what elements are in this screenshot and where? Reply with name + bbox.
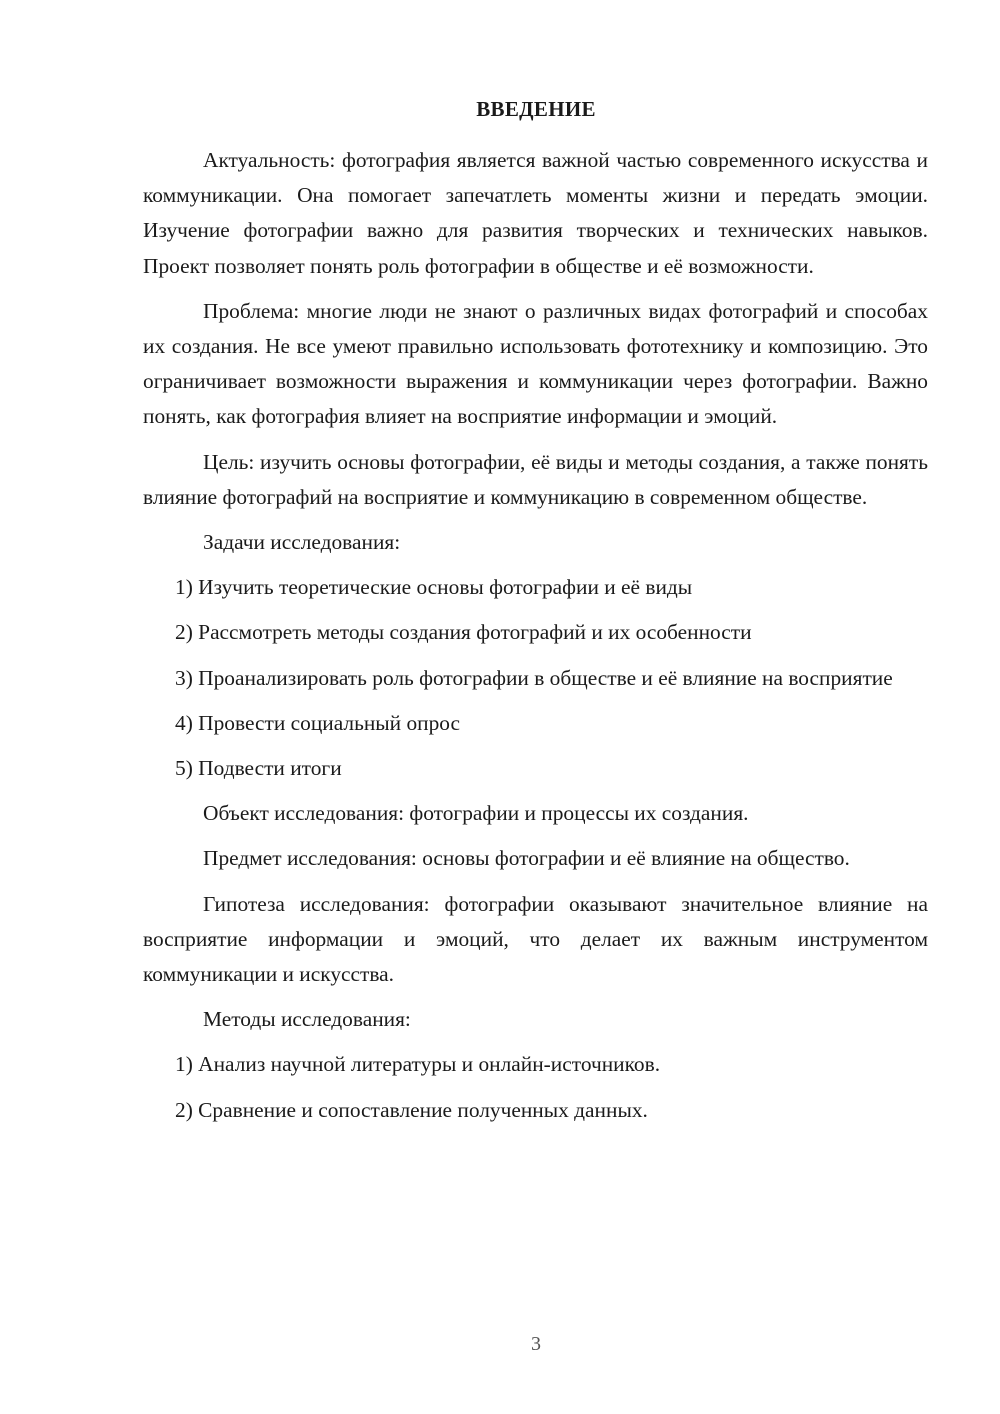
task-item: 3) Проанализировать роль фотографии в обществе и её влияние на восприятие: [175, 665, 893, 690]
task-item: 4) Провести социальный опрос: [175, 710, 461, 735]
goal-paragraph: Цель: изучить основы фотографии, её виды и методы создания, а также понять влияние фотографий на восприятие и коммуникацию в современном обществе.: [143, 449, 928, 509]
page-title: ВВЕДЕНИЕ: [476, 97, 596, 121]
task-item: 2) Рассмотреть методы создания фотографий и их особенности: [175, 620, 752, 645]
subject-paragraph: Предмет исследования: основы фотографии и её влияние на общество.: [203, 846, 850, 871]
method-item: 2) Сравнение и сопоставление полученных данных.: [175, 1097, 648, 1122]
relevance-paragraph: Актуальность: фотография является важной частью современного искусства и коммуникации. Она помогает запечатлеть моменты жизни и передать эмоции. Изучение фотографии важно для развития творческих и технических навыков. Проект позволяет понять роль фотографии в обществе и её возможности.: [143, 148, 928, 278]
task-item: 5) Подвести итоги: [175, 756, 342, 781]
method-item: 1) Анализ научной литературы и онлайн-источников.: [175, 1052, 661, 1077]
task-item: 1) Изучить теоретические основы фотографии и её виды: [175, 575, 693, 600]
object-paragraph: Объект исследования: фотографии и процессы их создания.: [203, 801, 749, 826]
tasks-heading: Задачи исследования:: [203, 530, 401, 555]
problem-paragraph: Проблема: многие люди не знают о различных видах фотографий и способах их создания. Не все умеют правильно использовать фототехнику и композицию. Это ограничивает возможности выражения и коммуникации через фотографии. Важно понять, как фотография влияет на восприятие информации и эмоций.: [143, 298, 928, 429]
methods-heading: Методы исследования:: [203, 1007, 411, 1032]
document-body: [143, 143, 928, 1138]
page-number: 3: [531, 1333, 541, 1355]
hypothesis-paragraph: Гипотеза исследования: фотографии оказывают значительное влияние на восприятие информации и эмоций, что делает их важным инструментом коммуникации и искусства.: [143, 891, 928, 987]
